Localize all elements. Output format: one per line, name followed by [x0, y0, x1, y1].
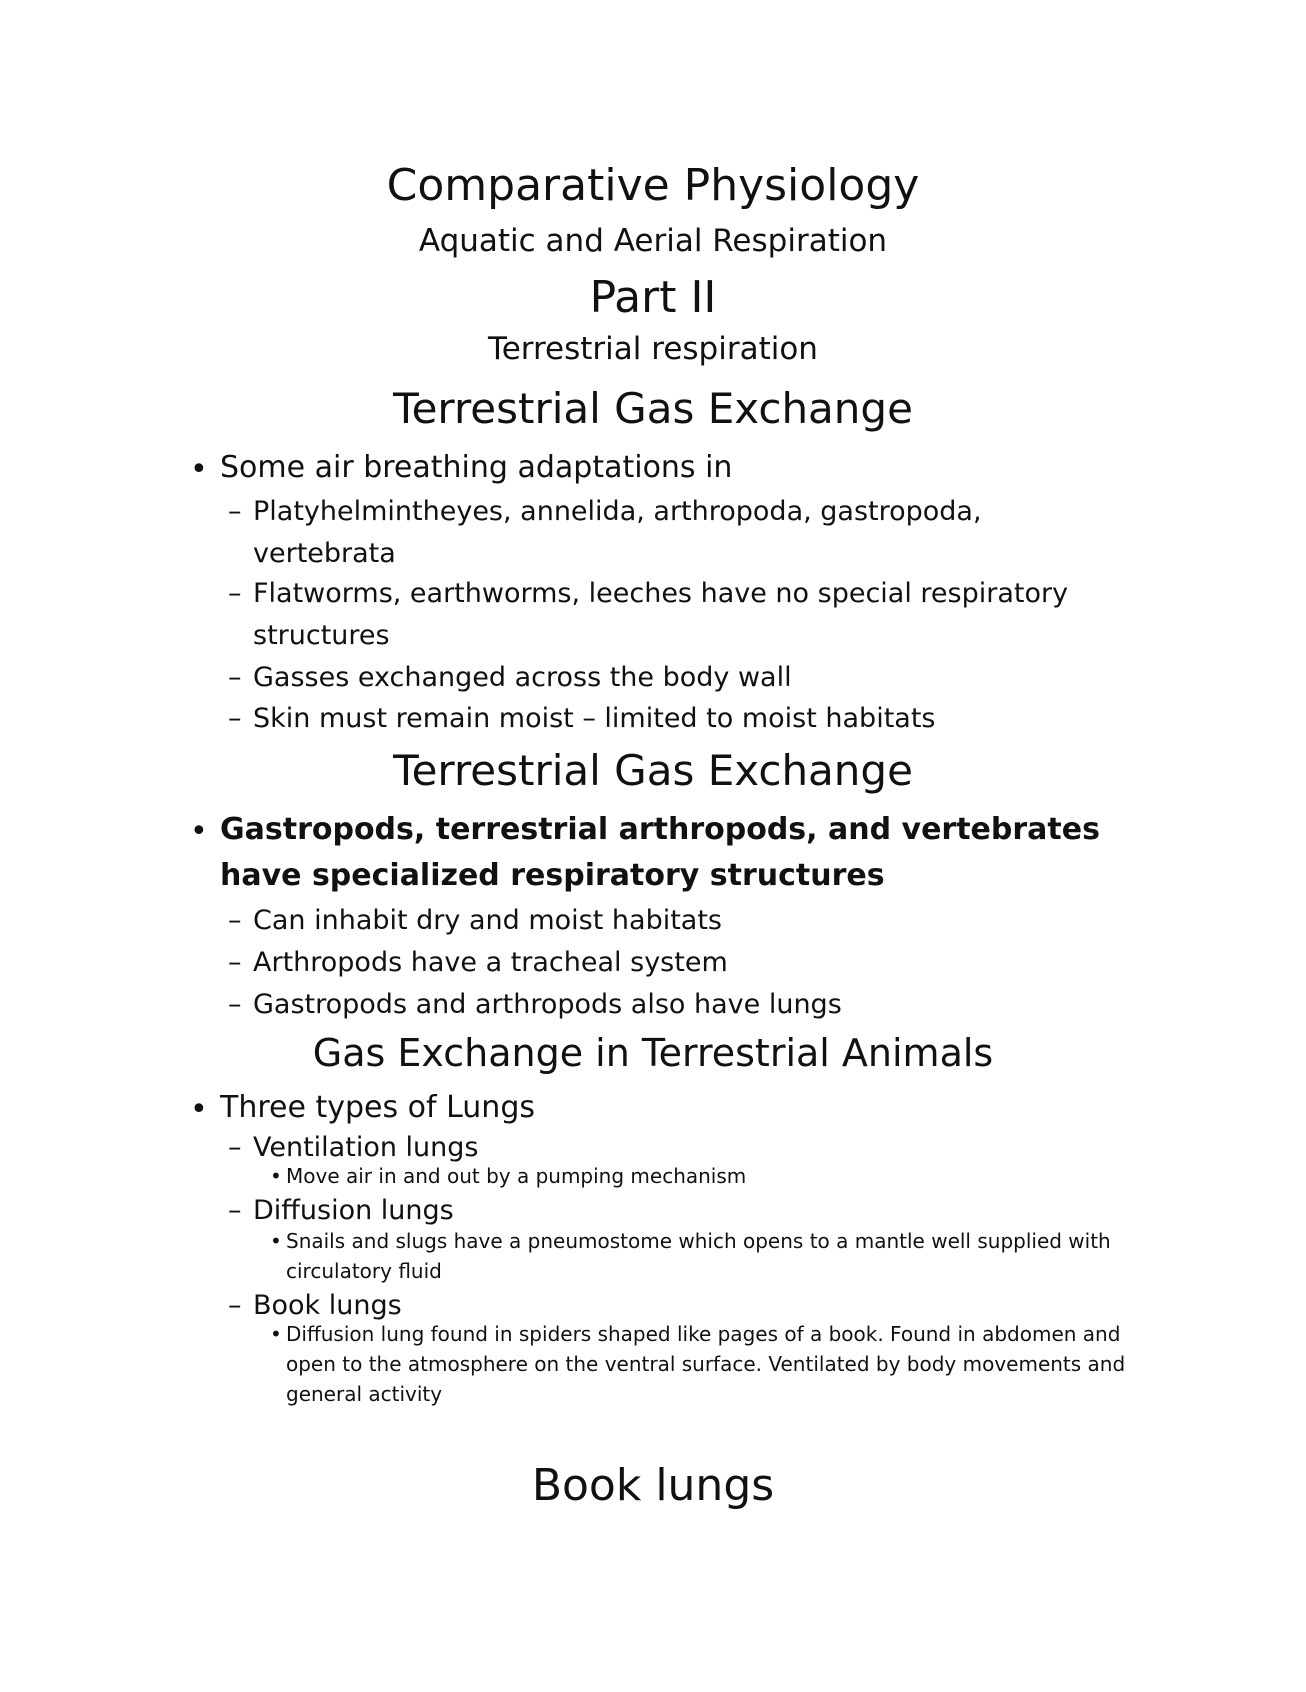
- detail-bullet: •: [270, 1229, 282, 1253]
- bullet-text: Some air breathing adaptations in: [220, 450, 733, 485]
- subitem-dash: –: [228, 989, 242, 1020]
- detail-text: Snails and slugs have a pneumostome which opens to a mantle well supplied with: [286, 1229, 1111, 1253]
- subitem-text: Diffusion lungs: [253, 1195, 454, 1226]
- subitem-dash: –: [228, 1195, 242, 1226]
- bullet-marker: •: [190, 452, 208, 487]
- subitem-text: Ventilation lungs: [253, 1132, 479, 1163]
- detail-text: general activity: [286, 1382, 443, 1406]
- detail-bullet: •: [270, 1164, 282, 1188]
- subitem-text: Platyhelmintheyes, annelida, arthropoda, gastropoda,: [253, 496, 982, 527]
- part-heading: Part II: [589, 272, 717, 323]
- final-heading: Book lungs: [531, 1460, 775, 1511]
- subitem-dash: –: [228, 496, 242, 527]
- bullet-marker: •: [190, 1092, 208, 1127]
- subitem-text: Skin must remain moist – limited to moist habitats: [253, 703, 936, 734]
- detail-text: Diffusion lung found in spiders shaped like pages of a book. Found in abdomen and: [286, 1322, 1121, 1346]
- detail-bullet: •: [270, 1322, 282, 1346]
- subitem-text: structures: [253, 620, 390, 651]
- detail-text: Move air in and out by a pumping mechanism: [286, 1164, 747, 1188]
- subitem-text: Arthropods have a tracheal system: [253, 947, 728, 978]
- subitem-text: Gastropods and arthropods also have lungs: [253, 989, 842, 1020]
- bullet-text: Three types of Lungs: [220, 1090, 535, 1125]
- part-subtitle: Terrestrial respiration: [488, 331, 818, 367]
- bullet-text: have specialized respiratory structures: [220, 858, 885, 893]
- subitem-dash: –: [228, 947, 242, 978]
- subitem-text: Book lungs: [253, 1290, 402, 1321]
- subitem-text: vertebrata: [253, 538, 396, 569]
- subitem-dash: –: [228, 578, 242, 609]
- section-heading: Gas Exchange in Terrestrial Animals: [312, 1031, 994, 1075]
- subitem-dash: –: [228, 662, 242, 693]
- subitem-dash: –: [228, 1290, 242, 1321]
- subitem-text: Can inhabit dry and moist habitats: [253, 905, 722, 936]
- section-heading: Terrestrial Gas Exchange: [393, 384, 913, 433]
- subitem-text: Flatworms, earthworms, leeches have no special respiratory: [253, 578, 1069, 609]
- detail-text: open to the atmosphere on the ventral surface. Ventilated by body movements and: [286, 1352, 1126, 1376]
- subitem-dash: –: [228, 1132, 242, 1163]
- subitem-dash: –: [228, 703, 242, 734]
- section-heading: Terrestrial Gas Exchange: [393, 746, 913, 795]
- subitem-text: Gasses exchanged across the body wall: [253, 662, 792, 693]
- document-subtitle: Aquatic and Aerial Respiration: [418, 223, 888, 259]
- detail-text: circulatory fluid: [286, 1259, 442, 1283]
- document-title: Comparative Physiology: [386, 160, 920, 211]
- bullet-text: Gastropods, terrestrial arthropods, and vertebrates: [220, 812, 1100, 847]
- bullet-marker: •: [190, 814, 208, 849]
- subitem-dash: –: [228, 905, 242, 936]
